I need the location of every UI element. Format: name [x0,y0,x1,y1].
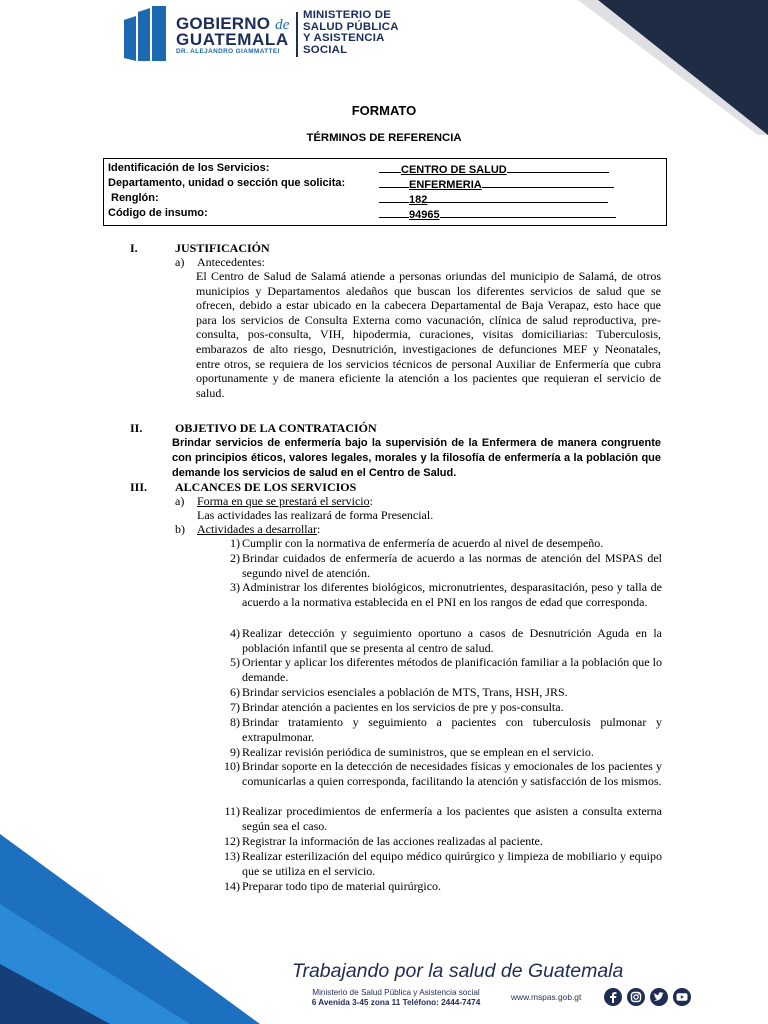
section1-sub-label: Antecedentes: [197,255,265,269]
section3-a-text: Las actividades las realizará de forma Presencial. [197,508,434,522]
logo-separator [296,12,298,57]
section1-title: JUSTIFICACIÓN [175,241,270,255]
section2-roman: II. [130,421,143,435]
id-value-department: ENFERMERIA [379,176,614,193]
activity-item: 6) Brindar servicios esenciales a población de MTS, Trans, HSH, JRS. [230,685,568,699]
section2-paragraph: Brindar servicios de enfermería bajo la supervisión de la Enfermera de manera congruente con principios éticos, valores legales, morales y la filosofía de enfermería a la población que demande los servicios de salud en el Centro de Salud. [172,437,661,479]
section2-title: OBJETIVO DE LA CONTRATACIÓN [175,421,377,435]
section3-a-letter: a) [175,494,185,508]
section1-paragraph: El Centro de Salud de Salamá atiende a personas oriundas del municipio de Salamá, de otros municipios y Departamentos aledaños que buscan los diferentes servicios de salud que se ofrecen, debido a estar ubicado en la cabecera Departamental de Baja Verapaz, esto hace que para los servicios de Consulta Externa como vacunación, clínica de salud reproductiva, pre-consulta, pos-consulta, VIH, hipodermia, curaciones, visitas domiciliarias: Tuberculosis, embarazos de alto riesgo, Desnutrición, investigaciones de defunciones MEF y Neonatales, entre otros, se requiera de los servicios técnicos de personal Auxiliar de Enfermería que cubra oportunamente y de manera eficiente la atención a los pacientes que requieran el servicio de salud. [196,269,661,400]
footer-address-line1: Ministerio de Salud Pública y Asistencia social [312,988,480,997]
section3-b-heading: Actividades a desarrollar: [197,522,321,536]
identification-table [103,158,667,226]
id-value-services: CENTRO DE SALUD [379,161,609,178]
government-logo-icon [124,6,168,61]
activity-item: 14) Preparar todo tipo de material quirúrgico. [224,879,442,893]
activity-item: 10) Brindar soporte en la detección de necesidades físicas y emocionales de los pacientes y comunicarlas a quien corresponda, facilitando la atención y satisfacción de los mismos. [224,759,662,788]
footer-address-line2: 6 Avenida 3-45 zona 11 Teléfono: 2444-7474 [311,998,481,1007]
section3-a-heading: Forma en que se prestará el servicio: [197,494,373,508]
id-value-codigo: 94965 [379,206,616,223]
twitter-icon[interactable] [650,988,668,1006]
id-label: Código de insumo: [108,207,208,219]
activity-item: 11) Realizar procedimientos de enfermería a los pacientes que asisten a consulta externa según sea el caso. [224,804,662,833]
footer-slogan: Trabajando por la salud de Guatemala [292,960,624,982]
id-label: Renglón: [111,192,159,204]
activity-item: 1) Cumplir con la normativa de enfermería de acuerdo al nivel de desempeño. [230,536,604,550]
id-label: Identificación de los Servicios: [108,162,270,174]
activity-item: 8) Brindar tratamiento y seguimiento a pacientes con tuberculosis pulmonar y extrapulmonar. [230,715,662,744]
activity-item: 12) Registrar la información de las acciones realizadas al paciente. [224,834,543,848]
activity-item: 3) Administrar los diferentes biológicos, micronutrientes, desparasitación, peso y talla de acuerdo a la normativa establecida en el PNI en los rangos de edad que corresponda. [230,580,662,609]
activity-item: 5) Orientar y aplicar los diferentes métodos de planificación familiar a la población que lo demande. [230,655,662,684]
document-subtitle: TÉRMINOS DE REFERENCIA [306,132,462,144]
section1-roman: I. [130,241,138,255]
section3-title: ALCANCES DE LOS SERVICIOS [175,480,357,494]
id-label: Departamento, unidad o sección que solicita: [108,177,346,189]
activity-item: 4) Realizar detección y seguimiento oportuno a casos de Desnutrición Aguda en la población infantil que se presenta al centro de salud. [230,626,662,655]
logo-gobierno: GOBIERNO de [176,14,290,33]
ministry-name: MINISTERIO DE SALUD PÚBLICA Y ASISTENCIA SOCIAL [303,9,399,56]
logo-president: DR. ALEJANDRO GIAMMATTEI [176,48,280,55]
id-value-renglon: 182 [379,191,608,208]
logo-guatemala: GUATEMALA [176,30,289,49]
footer-website-link[interactable]: www.mspas.gob.gt [511,992,582,1002]
activity-item: 13) Realizar esterilización del equipo médico quirúrgico y limpieza de mobiliario y equipo que se utiliza en el servicio. [224,849,662,878]
activity-item: 9) Realizar revisión periódica de suministros, que se emplean en el servicio. [230,745,594,759]
activity-item: 7) Brindar atención a pacientes en los servicios de pre y pos-consulta. [230,700,564,714]
section1-sub-letter: a) [175,255,185,269]
facebook-icon[interactable] [604,988,622,1006]
youtube-icon[interactable] [673,988,691,1006]
activity-item: 2) Brindar cuidados de enfermería de acuerdo a las normas de atención del MSPAS del segundo nivel de atención. [230,551,662,580]
section3-b-letter: b) [175,522,185,536]
instagram-icon[interactable] [627,988,645,1006]
section3-roman: III. [130,480,148,494]
document-title: FORMATO [351,103,417,118]
